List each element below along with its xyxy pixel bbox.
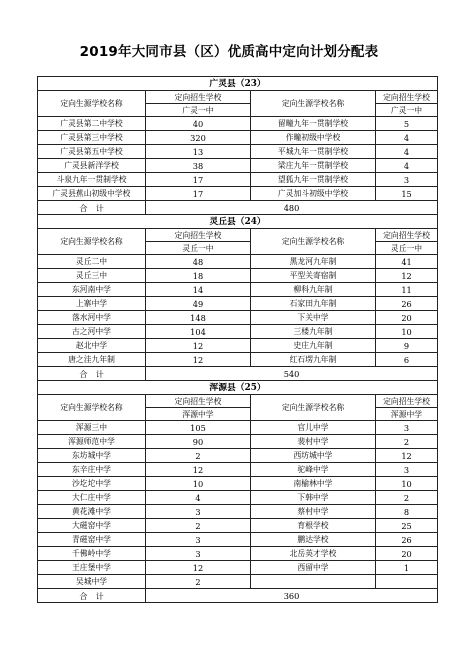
table-row: [38, 505, 438, 519]
target-school-label: 灵丘一中: [146, 242, 251, 255]
table-row: [38, 311, 438, 325]
quota-count-cell: 41: [376, 255, 438, 269]
quota-count-cell: 48: [146, 255, 251, 269]
table-row: [38, 533, 438, 547]
quota-count-cell: 12: [376, 449, 438, 463]
total-value: 360: [146, 589, 438, 603]
quota-count-cell: 9: [376, 339, 438, 353]
quota-count-cell: 4: [376, 159, 438, 173]
school-name-cell: 东河南中学: [38, 283, 146, 297]
school-name-cell: 吴城中学: [38, 575, 146, 589]
quota-count-cell: 17: [146, 173, 251, 187]
table-row: [38, 449, 438, 463]
page-title: 2019年大同市县（区）优质高中定向计划分配表: [79, 44, 379, 60]
quota-count-cell: 12: [146, 339, 251, 353]
school-name-cell: 南榆林中学: [251, 477, 376, 491]
school-name-cell: 育根学校: [251, 519, 376, 533]
quota-count-cell: 26: [376, 533, 438, 547]
school-name-cell: 浑源师范中学: [38, 435, 146, 449]
target-school-label: 浑源中学: [146, 408, 251, 421]
quota-count-cell: 8: [376, 505, 438, 519]
school-name-cell: 望狐九年一贯制学校: [251, 173, 376, 187]
table-row: [38, 477, 438, 491]
total-label: 合 计: [38, 589, 146, 603]
school-name-cell: 平型关寄宿制: [251, 269, 376, 283]
quota-count-cell: 13: [146, 145, 251, 159]
target-school-label: 灵丘一中: [376, 242, 438, 255]
column-header-quota: 定向招生学校: [376, 229, 438, 242]
column-header-row: [38, 395, 438, 408]
table-row: [38, 131, 438, 145]
quota-count-cell: 90: [146, 435, 251, 449]
quota-count-cell: 3: [146, 547, 251, 561]
school-name-cell: 广灵县第二中学校: [38, 117, 146, 131]
quota-count-cell: 2: [376, 491, 438, 505]
table-row: [38, 145, 438, 159]
school-name-cell: 黑龙河九年制: [251, 255, 376, 269]
total-label: 合 计: [38, 367, 146, 381]
quota-count-cell: [376, 575, 438, 589]
quota-count-cell: 12: [146, 463, 251, 477]
quota-count-cell: 15: [376, 187, 438, 201]
school-name-cell: 青磁窑中学: [38, 533, 146, 547]
quota-count-cell: 5: [376, 117, 438, 131]
school-name-cell: 赵北中学: [38, 339, 146, 353]
school-name-cell: 千佛岭中学: [38, 547, 146, 561]
table-row: [38, 325, 438, 339]
section-title: 浑源县（25）: [38, 381, 438, 395]
school-name-cell: 三楼九年制: [251, 325, 376, 339]
column-header-row: [38, 91, 438, 104]
column-header-school-name: 定向生源学校名称: [251, 229, 376, 255]
total-row: [38, 589, 438, 603]
quota-count-cell: 12: [146, 561, 251, 575]
school-name-cell: 古之河中学: [38, 325, 146, 339]
quota-count-cell: 4: [376, 131, 438, 145]
column-header-quota: 定向招生学校: [146, 229, 251, 242]
school-name-cell: 红石塄九年制: [251, 353, 376, 367]
quota-count-cell: 105: [146, 421, 251, 435]
quota-count-cell: 2: [146, 519, 251, 533]
section-title: 广灵县（23）: [38, 77, 438, 91]
quota-count-cell: 11: [376, 283, 438, 297]
quota-count-cell: 6: [376, 353, 438, 367]
quota-count-cell: 3: [376, 421, 438, 435]
section-header-row: [38, 77, 438, 91]
table-row: [38, 269, 438, 283]
column-header-school-name: 定向生源学校名称: [38, 229, 146, 255]
quota-count-cell: 10: [146, 477, 251, 491]
column-header-quota: 定向招生学校: [146, 91, 251, 104]
table-row: [38, 491, 438, 505]
school-name-cell: [251, 575, 376, 589]
allocation-table: [37, 76, 438, 603]
quota-count-cell: 148: [146, 311, 251, 325]
school-name-cell: 东坊城中学: [38, 449, 146, 463]
target-school-label: 广灵一中: [376, 104, 438, 117]
quota-count-cell: 12: [146, 353, 251, 367]
quota-count-cell: 25: [376, 519, 438, 533]
quota-count-cell: 20: [376, 547, 438, 561]
quota-count-cell: 14: [146, 283, 251, 297]
school-name-cell: 广灵县第五中学校: [38, 145, 146, 159]
quota-count-cell: 4: [376, 145, 438, 159]
quota-count-cell: 1: [376, 561, 438, 575]
quota-count-cell: 26: [376, 297, 438, 311]
quota-count-cell: 320: [146, 131, 251, 145]
quota-count-cell: 18: [146, 269, 251, 283]
quota-count-cell: 10: [376, 477, 438, 491]
quota-count-cell: 3: [146, 533, 251, 547]
section-header-row: [38, 381, 438, 395]
column-header-quota: 定向招生学校: [146, 395, 251, 408]
total-row: [38, 201, 438, 215]
quota-count-cell: 4: [146, 491, 251, 505]
school-name-cell: 官儿中学: [251, 421, 376, 435]
target-school-label: 广灵一中: [146, 104, 251, 117]
table-row: [38, 353, 438, 367]
school-name-cell: 西留中学: [251, 561, 376, 575]
table-row: [38, 255, 438, 269]
school-name-cell: 留疃九年一贯制学校: [251, 117, 376, 131]
school-name-cell: 梁庄九年一贯制学校: [251, 159, 376, 173]
table-row: [38, 173, 438, 187]
school-name-cell: 广灵县第三中学校: [38, 131, 146, 145]
school-name-cell: 上寨中学: [38, 297, 146, 311]
column-header-quota: 定向招生学校: [376, 395, 438, 408]
school-name-cell: 裴村中学: [251, 435, 376, 449]
school-name-cell: 广灵加斗初级中学校: [251, 187, 376, 201]
quota-count-cell: 10: [376, 325, 438, 339]
school-name-cell: 灵丘二中: [38, 255, 146, 269]
school-name-cell: 下韩中学: [251, 491, 376, 505]
table-row: [38, 463, 438, 477]
school-name-cell: 驼峰中学: [251, 463, 376, 477]
school-name-cell: 落水河中学: [38, 311, 146, 325]
school-name-cell: 下关中学: [251, 311, 376, 325]
column-header-quota: 定向招生学校: [376, 91, 438, 104]
total-row: [38, 367, 438, 381]
table-row: [38, 421, 438, 435]
school-name-cell: 灵丘三中: [38, 269, 146, 283]
table-row: [38, 519, 438, 533]
total-value: 540: [146, 367, 438, 381]
table-row: [38, 339, 438, 353]
table-row: [38, 283, 438, 297]
school-name-cell: 大磁窑中学: [38, 519, 146, 533]
column-header-school-name: 定向生源学校名称: [38, 395, 146, 421]
section-title: 灵丘县（24）: [38, 215, 438, 229]
table-row: [38, 561, 438, 575]
column-header-school-name: 定向生源学校名称: [251, 91, 376, 117]
quota-count-cell: 2: [146, 575, 251, 589]
school-name-cell: 广灵县新洋学校: [38, 159, 146, 173]
school-name-cell: 北岳英才学校: [251, 547, 376, 561]
table-row: [38, 297, 438, 311]
allocation-table-body: [38, 77, 438, 603]
school-name-cell: 沙圪坨中学: [38, 477, 146, 491]
quota-count-cell: 12: [376, 269, 438, 283]
table-row: [38, 159, 438, 173]
quota-count-cell: 2: [376, 435, 438, 449]
quota-count-cell: 17: [146, 187, 251, 201]
school-name-cell: 王庄堡中学: [38, 561, 146, 575]
school-name-cell: 大仁庄中学: [38, 491, 146, 505]
school-name-cell: 唐之洼九年制: [38, 353, 146, 367]
quota-count-cell: 49: [146, 297, 251, 311]
school-name-cell: 作疃初级中学校: [251, 131, 376, 145]
table-row: [38, 575, 438, 589]
school-name-cell: 广灵县蕉山初级中学校: [38, 187, 146, 201]
quota-count-cell: 104: [146, 325, 251, 339]
column-header-row: [38, 229, 438, 242]
table-row: [38, 187, 438, 201]
column-header-school-name: 定向生源学校名称: [251, 395, 376, 421]
quota-count-cell: 3: [376, 173, 438, 187]
school-name-cell: 柳科九年制: [251, 283, 376, 297]
quota-count-cell: 3: [146, 505, 251, 519]
quota-count-cell: 3: [376, 463, 438, 477]
section-header-row: [38, 215, 438, 229]
school-name-cell: 蔡村中学: [251, 505, 376, 519]
table-row: [38, 117, 438, 131]
quota-count-cell: 2: [146, 449, 251, 463]
column-header-school-name: 定向生源学校名称: [38, 91, 146, 117]
school-name-cell: 石家田九年制: [251, 297, 376, 311]
target-school-label: 浑源中学: [376, 408, 438, 421]
total-label: 合 计: [38, 201, 146, 215]
total-value: 480: [146, 201, 438, 215]
table-row: [38, 435, 438, 449]
school-name-cell: 西坊城中学: [251, 449, 376, 463]
school-name-cell: 鹏达学校: [251, 533, 376, 547]
quota-count-cell: 40: [146, 117, 251, 131]
school-name-cell: 黄花滩中学: [38, 505, 146, 519]
school-name-cell: 浑源三中: [38, 421, 146, 435]
school-name-cell: 东辛庄中学: [38, 463, 146, 477]
quota-count-cell: 38: [146, 159, 251, 173]
school-name-cell: 平城九年一贯制学校: [251, 145, 376, 159]
table-row: [38, 547, 438, 561]
school-name-cell: 斗泉九年一贯制学校: [38, 173, 146, 187]
school-name-cell: 史庄九年制: [251, 339, 376, 353]
quota-count-cell: 20: [376, 311, 438, 325]
